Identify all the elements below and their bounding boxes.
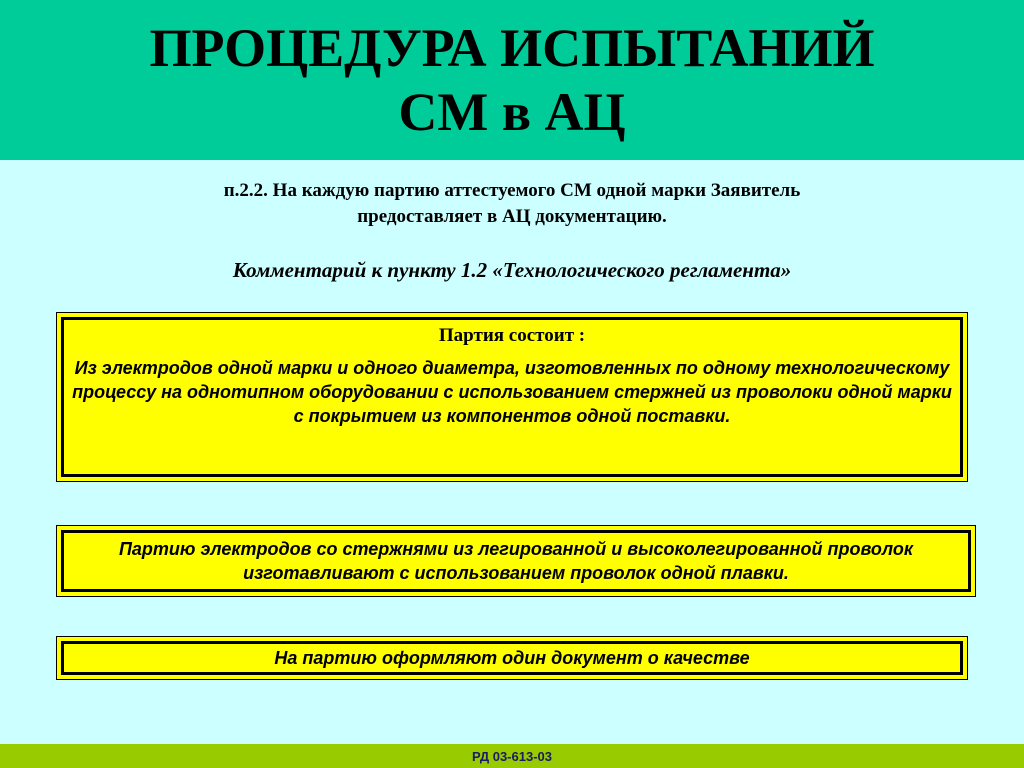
page-title-line-2: СМ в АЦ: [398, 82, 626, 142]
batch-definition-box: [56, 312, 968, 482]
batch-definition-heading: Партия состоит :: [438, 325, 586, 346]
quality-document-text: На партию оформляют один документ о качестве: [274, 648, 750, 668]
clause-text: [100, 178, 924, 230]
footer-bar: [0, 744, 1024, 768]
batch-definition-frame: [61, 317, 963, 477]
alloy-wire-box: [56, 525, 976, 597]
quality-document-frame: [61, 641, 963, 675]
clause-line-1: п.2.2. На каждую партию аттестуемого СМ одной марки Заявитель: [223, 180, 801, 201]
page-title-line-1: ПРОЦЕДУРА ИСПЫТАНИЙ: [149, 18, 875, 78]
document-reference: РД 03-613-03: [472, 748, 552, 764]
comment-heading: Комментарий к пункту 1.2 «Технологического регламента»: [232, 258, 792, 282]
alloy-wire-text: Партию электродов со стержнями из легированной и высоколегированной проволок изготавливают с использованием проволок одной плавки.: [118, 539, 914, 583]
batch-definition-text: Из электродов одной марки и одного диаметра, изготовленных по одному технологическому процессу на однотипном оборудовании с использованием стержней из проволоки одной марки с покрытием из компонентов одной поставки.: [72, 358, 952, 426]
clause-line-2: предоставляет в АЦ документацию.: [357, 206, 667, 227]
quality-document-box: [56, 636, 968, 680]
alloy-wire-frame: [61, 530, 971, 592]
title-banner: [0, 0, 1024, 160]
